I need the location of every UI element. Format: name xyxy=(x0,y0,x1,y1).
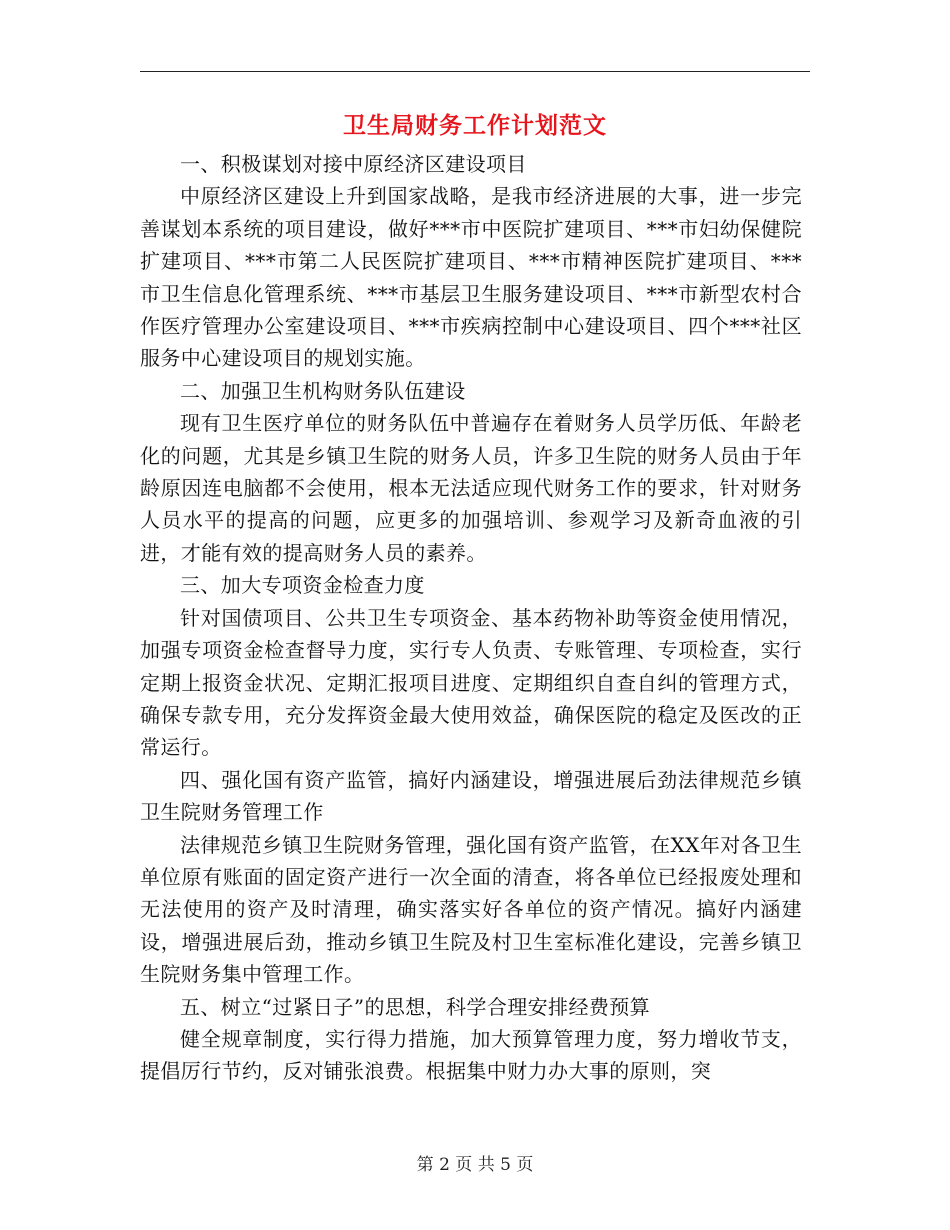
page-number-footer: 第 2 页 共 5 页 xyxy=(416,1155,534,1175)
section-heading-1: 一、积极谋划对接中原经济区建设项目 xyxy=(180,152,527,176)
section-heading-3: 三、加大专项资金检查力度 xyxy=(180,573,425,598)
section-paragraph-1: 中原经济区建设上升到国家战略，是我市经济进展的大事，进一步完善谋划本系统的项目建设，做好***市中医院扩建项目、***市妇幼保健院扩建项目、***市第二人民医院扩建项目、***市精神医院扩建项目、***市卫生信息化管理系统、***市基层卫生服务建设项目、***市新型农村合作医疗管理办公室建设项目、***市疾病控制中心建设项目、四个***社区服务中心建设项目的规划实施。 xyxy=(140,184,802,371)
section-paragraph-2: 现有卫生医疗单位的财务队伍中普遍存在着财务人员学历低、年龄老化的问题，尤其是乡镇卫生院的财务人员，许多卫生院的财务人员由于年龄原因连电脑都不会使用，根本无法适应现代财务工作的要求，针对财务人员水平的提高的问题，应更多的加强培训、参观学习及新奇血液的引进，才能有效的提高财务人员的素养。 xyxy=(140,411,802,565)
section-paragraph-3: 针对国债项目、公共卫生专项资金、基本药物补助等资金使用情况，加强专项资金检查督导力度，实行专人负责、专账管理、专项检查，实行定期上报资金状况、定期汇报项目进度、定期组织自查自纠的管理方式，确保专款专用，充分发挥资金最大使用效益，确保医院的稳定及医改的正常运行。 xyxy=(140,605,802,760)
document-title: 卫生局财务工作计划范文 xyxy=(343,113,607,139)
section-heading-5: 五、树立“过紧日子”的思想，科学合理安排经费预算 xyxy=(180,994,651,1019)
header-rule xyxy=(140,71,810,72)
section-paragraph-5: 健全规章制度，实行得力措施，加大预算管理力度，努力增收节支，提倡厉行节约，反对铺张浪费。根据集中财力办大事的原则，突 xyxy=(140,1026,802,1084)
document-body xyxy=(140,148,802,1088)
section-heading-4: 四、强化国有资产监管，搞好内涵建设，增强进展后劲法律规范乡镇卫生院财务管理工作 xyxy=(140,767,802,825)
section-heading-2: 二、加强卫生机构财务队伍建设 xyxy=(180,378,466,403)
section-paragraph-4: 法律规范乡镇卫生院财务管理，强化国有资产监管，在XX年对各卫生单位原有账面的固定资产进行一次全面的清查，将各单位已经报废处理和无法使用的资产及时清理，确实落实好各单位的资产情况。搞好内涵建设，增强进展后劲，推动乡镇卫生院及村卫生室标准化建设，完善乡镇卫生院财务集中管理工作。 xyxy=(140,832,802,987)
